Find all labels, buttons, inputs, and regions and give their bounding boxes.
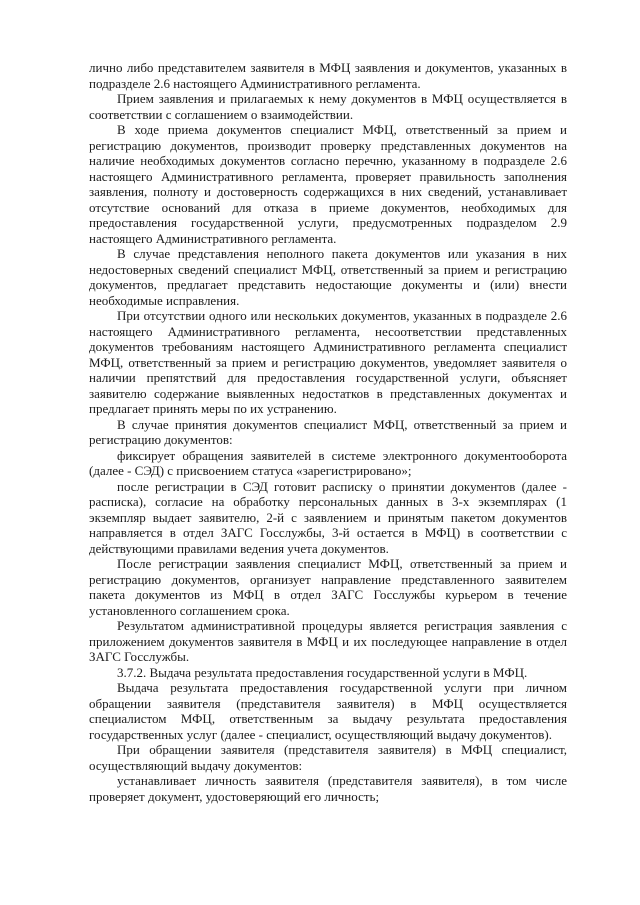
- paragraph: В случае принятия документов специалист МФЦ, ответственный за прием и регистрацию документов:: [89, 416, 567, 447]
- paragraph: В ходе приема документов специалист МФЦ, ответственный за прием и регистрацию документов, производит проверку представленных документов на наличие необходимых документов согласно перечню, указанному в подразделе 2.6 настоящего Административного регламента, проверяет правильность заполнения заявления, полноту и достоверность содержащихся в них сведений, устанавливает отсутствие оснований для отказа в приеме документов, необходимых для предоставления государственной услуги, предусмотренных подразделом 2.9 настоящего Административного регламента.: [89, 122, 567, 246]
- paragraph: фиксирует обращения заявителей в системе электронного документооборота (далее - СЭД) с присвоением статуса «зарегистрировано»;: [89, 447, 567, 478]
- document-page: [89, 60, 567, 804]
- paragraph: В случае представления неполного пакета документов или указания в них недостоверных сведений специалист МФЦ, ответственный за прием и регистрацию документов, предлагает представить недостающие документы и (или) внести необходимые исправления.: [89, 246, 567, 308]
- paragraph: после регистрации в СЭД готовит расписку о принятии документов (далее - расписка), согласие на обработку персональных данных в 3-х экземплярах (1 экземпляр выдает заявителю, 2-й с заявлением и принятым пакетом документов направляется в отдел ЗАГС Госслужбы, 3-й остается в МФЦ) в соответствии с действующими правилами ведения учета документов.: [89, 478, 567, 556]
- paragraph: лично либо представителем заявителя в МФЦ заявления и документов, указанных в подразделе 2.6 настоящего Административного регламента.: [89, 60, 567, 91]
- section-heading: 3.7.2. Выдача результата предоставления государственной услуги в МФЦ.: [117, 664, 528, 680]
- paragraph: Результатом административной процедуры является регистрация заявления с приложением документов заявителя в МФЦ и их последующее направление в отдел ЗАГС Госслужбы.: [89, 618, 567, 664]
- paragraph: устанавливает личность заявителя (представителя заявителя), в том числе проверяет документ, удостоверяющий его личность;: [89, 773, 567, 804]
- paragraph: При отсутствии одного или нескольких документов, указанных в подразделе 2.6 настоящего Административного регламента, несоответствии представленных документов требованиям настоящего Административного регламента специалист МФЦ, ответственный за прием и регистрацию документов, уведомляет заявителя о наличии препятствий для предоставления государственной услуги, объясняет заявителю содержание выявленных недостатков в представленных документах и предлагает принять меры по их устранению.: [89, 308, 567, 416]
- paragraph: Выдача результата предоставления государственной услуги при личном обращении заявителя (представителя заявителя) в МФЦ осуществляется специалистом МФЦ, ответственным за выдачу результата предоставления государственных услуг (далее - специалист, осуществляющий выдачу документов).: [89, 680, 567, 742]
- paragraph: После регистрации заявления специалист МФЦ, ответственный за прием и регистрацию документов, организует направление представленного заявителем пакета документов из МФЦ в отдел ЗАГС Госслужбы курьером в течение установленного соглашением срока.: [89, 556, 567, 618]
- paragraph: Прием заявления и прилагаемых к нему документов в МФЦ осуществляется в соответствии с соглашением о взаимодействии.: [89, 91, 567, 122]
- paragraph: При обращении заявителя (представителя заявителя) в МФЦ специалист, осуществляющий выдачу документов:: [89, 742, 567, 773]
